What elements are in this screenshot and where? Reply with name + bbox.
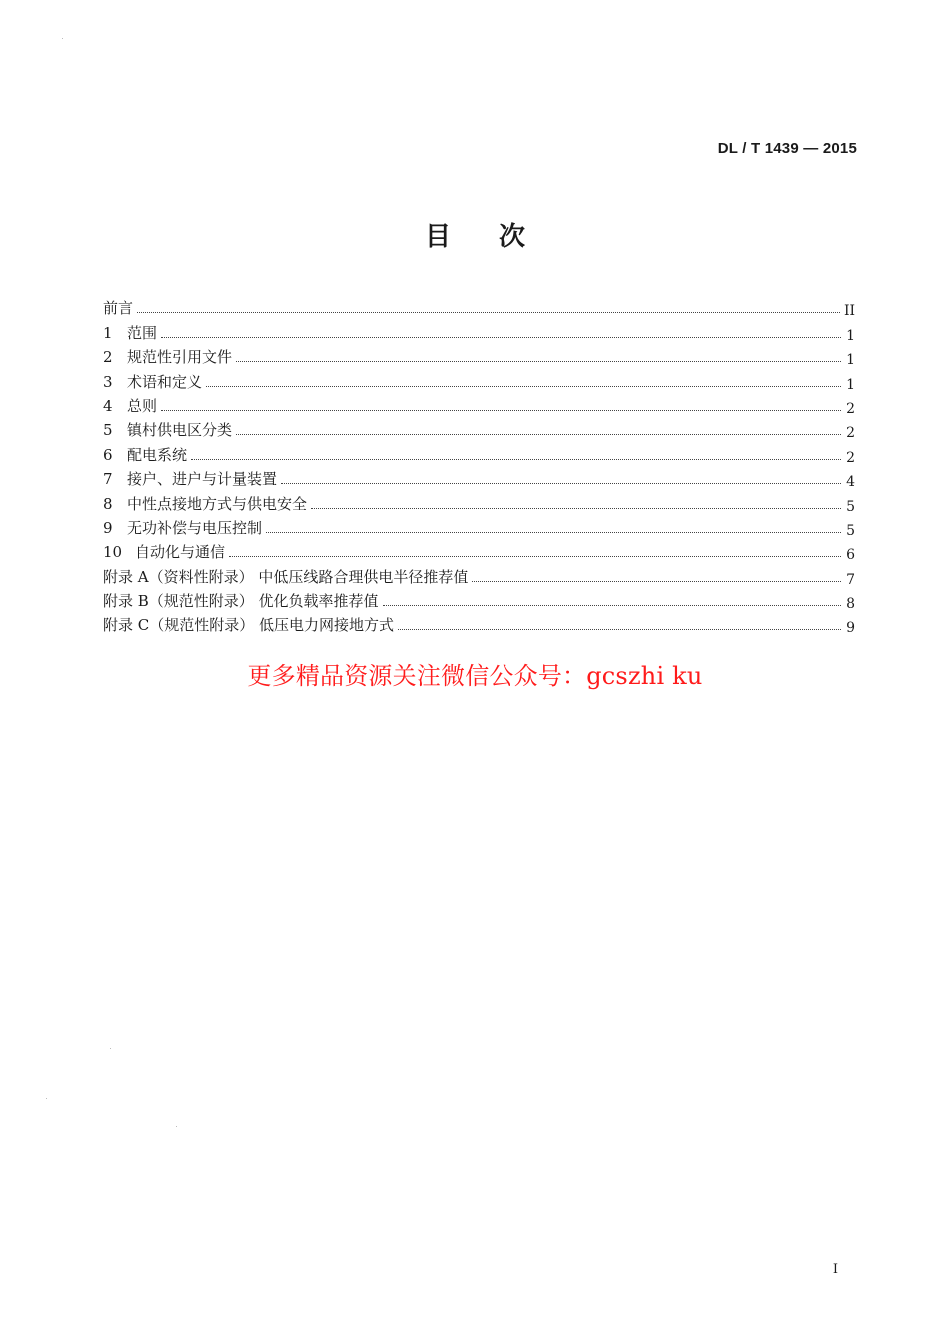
toc-entry-label: 接户、进户与计量装置: [127, 470, 278, 489]
toc-leader-dots: [229, 555, 841, 557]
scan-speck: [62, 38, 63, 39]
toc-entry-label: 附录 C（规范性附录） 低压电力网接地方式: [103, 616, 395, 635]
toc-entry-page: 6: [846, 547, 855, 564]
toc-entry-page: 1: [846, 376, 855, 393]
toc-entry-label: 中性点接地方式与供电安全: [127, 494, 308, 513]
toc-entry[interactable]: [103, 367, 855, 391]
toc-leader-dots: [398, 628, 841, 630]
toc-leader-dots: [281, 482, 841, 484]
toc-entry-label: 范围: [127, 323, 158, 342]
toc-entry-number: 8: [103, 494, 113, 513]
toc-leader-dots: [206, 385, 841, 387]
scan-speck: [110, 1048, 111, 1049]
toc-entry-number: 9: [103, 518, 113, 537]
toc-entry[interactable]: [103, 514, 855, 538]
toc-entry[interactable]: [103, 440, 855, 464]
promo-watermark-text: 更多精品资源关注微信公众号：gcszhi ku: [247, 662, 703, 690]
page-title: [0, 216, 950, 253]
toc-leader-dots: [236, 433, 841, 435]
toc-entry[interactable]: [103, 318, 855, 342]
toc-entry[interactable]: [103, 416, 855, 440]
toc-entry[interactable]: [103, 538, 855, 562]
toc-entry-label: 附录 B（规范性附录） 优化负载率推荐值: [103, 592, 379, 611]
toc-entry-number: 7: [103, 470, 113, 489]
toc-leader-dots: [191, 458, 841, 460]
toc-entry[interactable]: [103, 294, 855, 318]
toc-leader-dots: [236, 360, 841, 362]
toc-entry-page: 5: [846, 522, 855, 539]
toc-entry-number: 5: [103, 421, 113, 440]
toc-entry[interactable]: [103, 343, 855, 367]
toc-entry[interactable]: [103, 465, 855, 489]
toc-leader-dots: [161, 336, 841, 338]
toc-entry-page: 2: [846, 425, 855, 442]
toc-leader-dots: [137, 311, 840, 313]
toc-entry-appendix[interactable]: [103, 611, 855, 635]
toc-entry-page: 9: [846, 620, 855, 637]
toc-entry[interactable]: [103, 489, 855, 513]
toc-entry[interactable]: [103, 392, 855, 416]
page-number: I: [832, 1262, 838, 1277]
toc-entry-label: 无功补偿与电压控制: [127, 518, 263, 537]
toc-entry-page: 2: [846, 449, 855, 466]
toc-leader-dots: [383, 604, 841, 606]
toc-entry-label: 自动化与通信: [135, 543, 226, 562]
page-title-char-1: 目: [424, 222, 451, 252]
toc-entry-appendix[interactable]: [103, 587, 855, 611]
toc-leader-dots: [472, 580, 841, 582]
toc-entry-label: 配电系统: [127, 445, 188, 464]
toc-leader-dots: [266, 531, 841, 533]
toc-entry-page: 1: [846, 352, 855, 369]
toc-entry-label: 术语和定义: [127, 372, 203, 391]
scan-speck: [46, 1098, 47, 1099]
toc-entry-page: 4: [846, 474, 855, 491]
toc-leader-dots: [311, 507, 841, 509]
toc-entry-label: 镇村供电区分类: [127, 421, 233, 440]
toc-entry-page: 7: [846, 571, 855, 588]
toc-entry-number: 10: [103, 543, 123, 562]
toc-leader-dots: [161, 409, 841, 411]
toc-entry-page: 1: [846, 327, 855, 344]
toc-entry-number: 4: [103, 396, 113, 415]
toc-entry-number: 3: [103, 372, 113, 391]
toc-entry-number: 6: [103, 445, 113, 464]
toc-entry-page: II: [843, 303, 855, 320]
scan-speck: [176, 1126, 177, 1127]
toc-entry-label: 规范性引用文件: [127, 348, 233, 367]
toc-entry-page: 8: [846, 596, 855, 613]
toc-entry-label: 总则: [127, 396, 158, 415]
standard-code: DL / T 1439 — 2015: [717, 140, 857, 157]
toc-entry-label: 附录 A（资料性附录） 中低压线路合理供电半径推荐值: [103, 567, 469, 586]
table-of-contents: [103, 294, 855, 635]
toc-entry-page: 5: [846, 498, 855, 515]
toc-entry-page: 2: [846, 400, 855, 417]
toc-entry-number: 1: [103, 323, 113, 342]
toc-entry-appendix[interactable]: [103, 562, 855, 586]
toc-entry-label: 前言: [103, 299, 134, 318]
toc-entry-number: 2: [103, 348, 113, 367]
page-title-char-2: 次: [499, 222, 526, 252]
